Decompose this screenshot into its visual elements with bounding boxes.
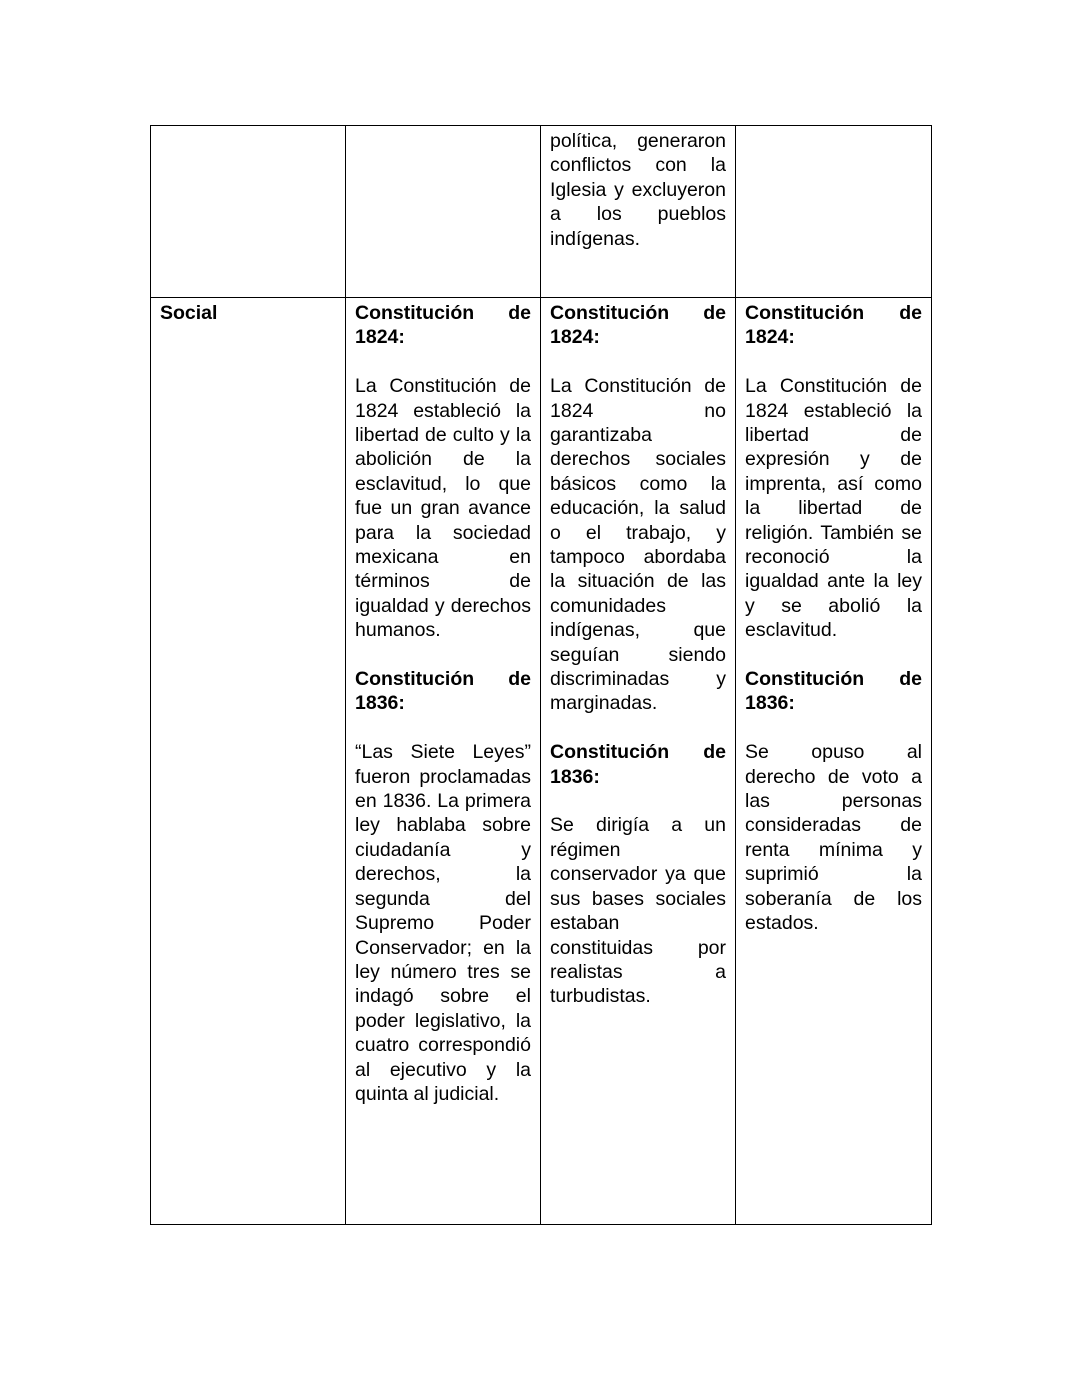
table-cell [736, 298, 932, 1225]
section-heading-1836: Constitución de 1836: [355, 668, 531, 715]
table-row [151, 126, 932, 298]
row-category-label: Social [151, 298, 346, 1225]
table-cell [346, 126, 541, 298]
table-cell: política, generaron conflictos con la Iglesia y excluyeron a los pueblos indígenas. [541, 126, 736, 298]
table-cell [736, 126, 932, 298]
section-heading-1824: Constitución de 1824: [550, 302, 726, 349]
section-heading-1836: Constitución de 1836: [745, 668, 922, 715]
section-text-1836: Se opuso al derecho de voto a las personas consideradas de renta mínima y suprimió la soberanía de los estados. [745, 741, 922, 935]
section-text-1824: La Constitución de 1824 no garantizaba derechos sociales básicos como la educación, la salud o el trabajo, y tampoco abordaba la situación de las comunidades indígenas, que seguían siendo discriminadas y marginadas. [550, 375, 726, 715]
section-text-1836: Se dirigía a un régimen conservador ya que sus bases sociales estaban constituidas por realistas a turbudistas. [550, 814, 726, 1008]
table-cell [151, 126, 346, 298]
section-heading-1824: Constitución de 1824: [745, 302, 922, 349]
table-row [151, 298, 932, 1225]
section-text-1824: La Constitución de 1824 estableció la libertad de expresión y de imprenta, así como la libertad de religión. También se reconoció la igualdad ante la ley y se abolió la esclavitud. [745, 375, 922, 642]
comparison-table [150, 125, 932, 1225]
section-text-1836: “Las Siete Leyes” fueron proclamadas en 1836. La primera ley hablaba sobre ciudadanía y derechos, la segunda del Supremo Poder Conservador; en la ley número tres se indagó sobre el poder legislativo, la cuatro correspondió al ejecutivo y la quinta al judicial. [355, 741, 531, 1105]
section-text-1824: La Constitución de 1824 estableció la libertad de culto y la abolición de la esclavitud, lo que fue un gran avance para la sociedad mexicana en términos de igualdad y derechos humanos. [355, 375, 531, 642]
section-heading-1824: Constitución de 1824: [355, 302, 531, 349]
table-cell [541, 298, 736, 1225]
table-cell [346, 298, 541, 1225]
section-heading-1836: Constitución de 1836: [550, 741, 726, 788]
